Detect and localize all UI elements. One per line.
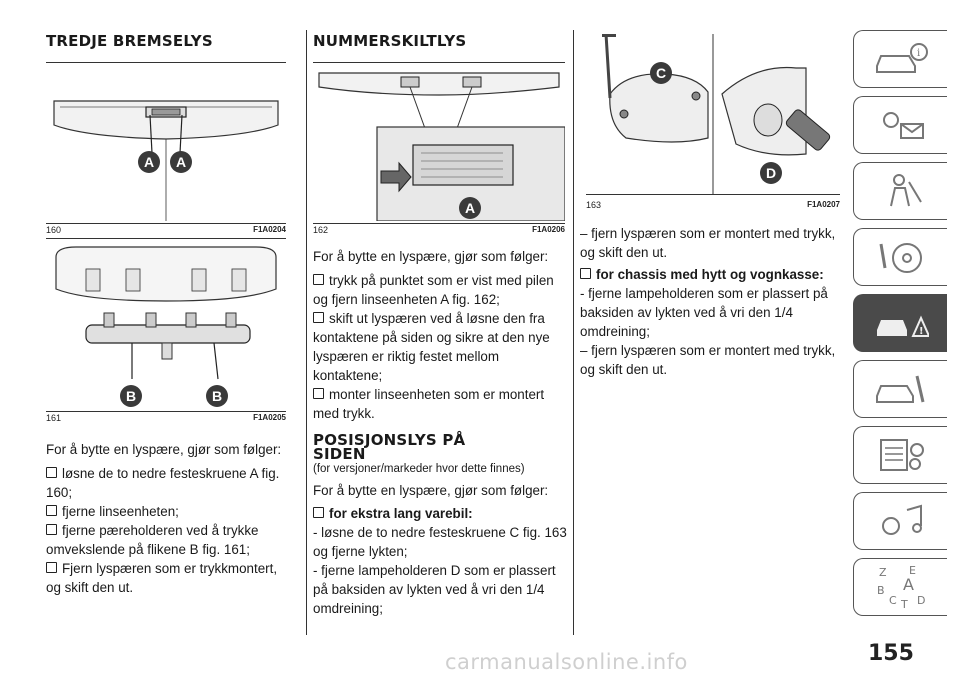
column-divider	[573, 30, 574, 635]
starting-driving-icon	[873, 238, 929, 276]
emergency-icon	[873, 304, 929, 342]
chapter-tabs	[853, 30, 949, 624]
checkbox-bullet-icon	[46, 505, 57, 516]
figure-163-drawing	[586, 34, 840, 194]
safety-icon	[873, 172, 929, 210]
tab-safety[interactable]	[853, 162, 947, 220]
col2-intro: For å bytte en lyspære, gjør som følger:	[313, 249, 549, 264]
col3-variant2: for chassis med hytt og vognkasse:	[580, 265, 842, 284]
page-number: 155	[868, 641, 914, 666]
figure-163-caption	[586, 200, 840, 210]
svg-text:Z: Z	[878, 566, 887, 579]
col3-cont: – fjern lyspæren som er montert med trykk, og skift den ut.	[580, 226, 836, 260]
watermark: carmanualsonline.info	[445, 650, 688, 674]
col3-variant2-step: - fjerne lampeholderen som er plassert på baksiden av lykten ved å vri den 1/4 omdreining;	[580, 286, 828, 339]
figure-160-drawing	[46, 63, 286, 221]
tab-multimedia[interactable]	[853, 492, 947, 550]
section-heading-license-plate-light: NUMMERSKILTLYS	[313, 32, 467, 50]
tab-maintenance[interactable]	[853, 360, 947, 418]
figure-162	[313, 62, 565, 235]
svg-text:D: D	[916, 594, 925, 607]
svg-text:A: A	[902, 575, 914, 594]
figure-162-caption	[313, 225, 565, 235]
callout-d: D	[760, 162, 782, 184]
tab-car-info[interactable]	[853, 30, 947, 88]
figure-162-code: F1A0206	[532, 225, 565, 234]
callout-b-left: B	[120, 385, 142, 407]
tab-warning-lights[interactable]	[853, 96, 947, 154]
multimedia-icon	[873, 502, 929, 540]
figure-160-number: 160	[46, 225, 62, 235]
index-icon	[873, 564, 929, 610]
figure-163-number: 163	[586, 200, 602, 210]
tab-index[interactable]	[853, 558, 947, 616]
svg-text:i: i	[916, 48, 920, 59]
col1-intro: For å bytte en lyspære, gjør som følger:	[46, 442, 282, 457]
checkbox-bullet-icon	[313, 388, 324, 399]
col1-step: Fjern lyspæren som er trykkmontert, og skift den ut.	[46, 561, 278, 595]
section-heading-side-marker-light: POSISJONSLYS PÅ SIDEN	[313, 431, 466, 463]
col3-variant2-step: – fjern lyspæren som er montert med trykk, og skift den ut.	[580, 343, 836, 377]
col1-step: fjerne pæreholderen ved å trykke omvekslende på flikene B fig. 161;	[46, 523, 259, 557]
tab-emergency[interactable]	[853, 294, 947, 352]
col2-step: skift ut lyspæren ved å løsne den fra kontaktene på siden og sikre at den nye lyspæren er riktig festet mellom kontaktene;	[313, 311, 550, 383]
column-divider	[306, 30, 307, 635]
figure-163	[586, 34, 840, 210]
svg-text:T: T	[900, 598, 908, 610]
callout-a-left: A	[138, 151, 160, 173]
figure-160	[46, 62, 286, 235]
checkbox-bullet-icon	[46, 524, 57, 535]
svg-text:!: !	[918, 326, 924, 337]
checkbox-bullet-icon	[313, 274, 324, 285]
checkbox-bullet-icon	[46, 467, 57, 478]
col2-body	[313, 247, 569, 618]
col2-variant1-step: - løsne de to nedre festeskruene C fig. 163 og fjerne lykten;	[313, 525, 567, 559]
tab-technical-data[interactable]	[853, 426, 947, 484]
col2-step: trykk på punktet som er vist med pilen og fjern linseenheten A fig. 162;	[313, 273, 554, 307]
col2-intro2: For å bytte en lyspære, gjør som følger:	[313, 483, 549, 498]
figure-162-number: 162	[313, 225, 329, 235]
figure-160-caption	[46, 225, 286, 235]
col1-step: fjerne linseenheten;	[46, 502, 294, 521]
svg-text:E: E	[908, 564, 916, 577]
col2-variant1-step: - fjerne lampeholderen D som er plassert på baksiden av lykten ved å vri den 1/4 omdreining;	[313, 563, 556, 616]
figure-161-number: 161	[46, 413, 62, 423]
figure-161-code: F1A0205	[253, 413, 286, 422]
svg-text:B: B	[876, 584, 885, 597]
checkbox-bullet-icon	[46, 562, 57, 573]
checkbox-bullet-icon	[580, 268, 591, 279]
maintenance-icon	[873, 370, 929, 408]
col2-subnote: (for versjoner/markeder hvor dette finnes)	[313, 463, 525, 475]
callout-a: A	[459, 197, 481, 219]
col1-body	[46, 440, 294, 597]
callout-a-right: A	[170, 151, 192, 173]
car-info-icon	[873, 40, 929, 78]
warning-lights-icon	[873, 106, 929, 144]
section-heading-third-brake-light: TREDJE BREMSELYS	[46, 32, 213, 50]
tab-starting-driving[interactable]	[853, 228, 947, 286]
figure-161	[46, 238, 286, 423]
checkbox-bullet-icon	[313, 507, 324, 518]
svg-text:C: C	[888, 594, 897, 607]
figure-161-drawing	[46, 239, 286, 409]
callout-b-right: B	[206, 385, 228, 407]
technical-data-icon	[873, 436, 929, 474]
figure-162-drawing	[313, 63, 565, 221]
col3-body	[580, 224, 842, 379]
checkbox-bullet-icon	[313, 312, 324, 323]
figure-160-code: F1A0204	[253, 225, 286, 234]
figure-163-code: F1A0207	[807, 200, 840, 209]
col2-variant1: for ekstra lang varebil:	[313, 504, 569, 523]
col1-step: løsne de to nedre festeskruene A fig. 160;	[46, 466, 280, 500]
col2-step: monter linseenheten som er montert med trykk.	[313, 387, 545, 421]
figure-161-caption	[46, 413, 286, 423]
figure-163-rule	[586, 194, 840, 195]
callout-c: C	[650, 62, 672, 84]
